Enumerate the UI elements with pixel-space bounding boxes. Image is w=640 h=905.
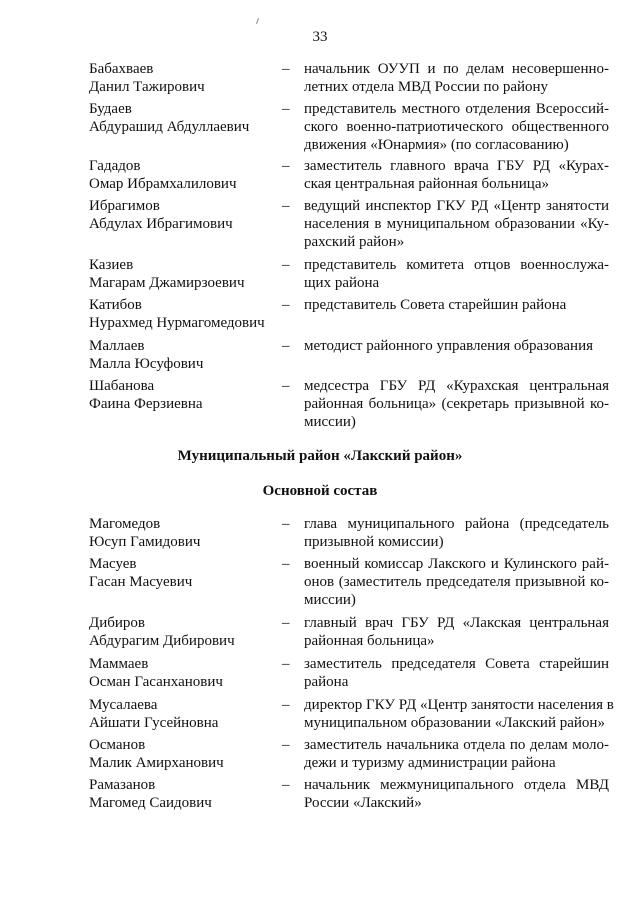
dash: – [282,777,290,793]
scan-mark [256,18,259,24]
member-name: Казиев Магарам Джамирзоевич [89,257,245,291]
member-role: представитель местного отделения Всероссий- ского военно-патриотического общественного движения «Юнармия» (по согласованию) [304,101,609,153]
member-name: Ибрагимов Абдулах Ибрагимович [89,198,233,232]
member-name: Рамазанов Магомед Саидович [89,777,212,811]
section-subtitle: Основной состав [262,483,378,499]
dash: – [282,656,290,672]
member-role: ведущий инспектор ГКУ РД «Центр занятости населения в муниципальном образовании «Ку- рахский район» [304,198,609,250]
dash: – [282,297,290,313]
member-name: Будаев Абдурашид Абдуллаевич [89,101,250,135]
dash: – [282,198,290,214]
member-name: Мусалаева Айшати Гусейновна [89,697,219,731]
member-role: представитель комитета отцов военнослужа- щих района [304,257,609,291]
member-name: Османов Малик Амирханович [89,737,224,771]
member-role: представитель Совета старейшин района [304,297,567,313]
member-role: методист районного управления образования [304,338,594,354]
member-name: Бабахваев Данил Тажирович [89,61,205,95]
member-role: заместитель главного врача ГБУ РД «Курах- ская центральная районная больница» [304,158,609,192]
member-name: Маллаев Малла Юсуфович [89,338,204,372]
dash: – [282,516,290,532]
member-name: Дибиров Абдурагим Дибирович [89,615,235,649]
dash: – [282,61,290,77]
member-name: Катибов Нурахмед Нурмагомедович [89,297,265,331]
member-name: Гададов Омар Ибрамхалилович [89,158,237,192]
member-name: Шабанова Фаина Ферзиевна [89,378,203,412]
dash: – [282,338,290,354]
dash: – [282,257,290,273]
member-name: Масуев Гасан Масуевич [89,556,193,590]
dash: – [282,101,290,117]
member-role: начальник ОУУП и по делам несовершенно- летних отдела МВД России по району [304,61,609,95]
member-name: Магомедов Юсуп Гамидович [89,516,201,550]
member-role: медсестра ГБУ РД «Курахская центральная районная больница» (секретарь призывной ко- миссии) [304,378,609,430]
member-role: военный комиссар Лакского и Кулинского рай- онов (заместитель председателя призывной ко- миссии) [304,556,609,608]
dash: – [282,615,290,631]
section-title: Муниципальный район «Лакский район» [177,448,463,464]
member-role: директор ГКУ РД «Центр занятости населения в муниципальном образовании «Лакский район» [304,697,614,731]
dash: – [282,556,290,572]
dash: – [282,158,290,174]
page-number: 33 [312,29,328,45]
dash: – [282,378,290,394]
member-role: заместитель председателя Совета старейшин района [304,656,609,690]
member-role: начальник межмуниципального отдела МВД России «Лакский» [304,777,609,811]
member-role: главный врач ГБУ РД «Лакская центральная районная больница» [304,615,609,649]
member-name: Маммаев Осман Гасанханович [89,656,223,690]
dash: – [282,697,290,713]
member-role: глава муниципального района (председатель призывной комиссии) [304,516,609,550]
member-role: заместитель начальника отдела по делам моло- дежи и туризму администрации района [304,737,609,771]
dash: – [282,737,290,753]
